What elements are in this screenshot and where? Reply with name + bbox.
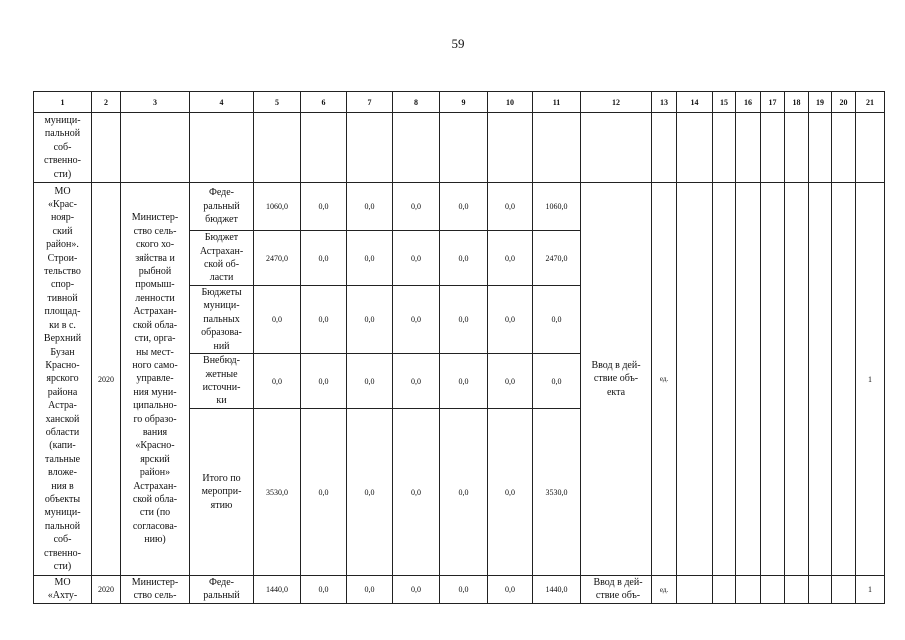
object-name-cell: МО «Крас- нояр- ский район». Строи- тельство спор- тивной площад- ки в с. Верхний Бузан Красно- ярского района Астра- ханской области (капи- тальные вложе- ния в объекты муници- пальной соб- ственно- сти) [34,183,92,576]
value-cell: 2470,0 [254,231,301,286]
budget-table [33,91,885,604]
empty-cell [533,113,581,183]
empty-cell [856,113,885,183]
value-cell: 0,0 [440,409,488,576]
empty-cell [761,576,785,604]
executor-cell: Министер- ство сель- [121,576,190,604]
value-cell: 1060,0 [533,183,581,231]
column-header: 10 [488,92,533,113]
empty-cell [809,183,832,576]
column-header: 16 [736,92,761,113]
value-cell: 0,0 [440,183,488,231]
value-cell: 0,0 [488,231,533,286]
funding-source-cell: Феде- ральный бюджет [190,183,254,231]
funding-source-cell: Бюджеты муници- пальных образова- ний [190,286,254,354]
column-header: 13 [652,92,677,113]
value-cell: 0,0 [440,576,488,604]
empty-cell [652,113,677,183]
value-cell: 0,0 [301,409,347,576]
column-header: 8 [393,92,440,113]
target-value-cell: 1 [856,183,885,576]
value-cell: 0,0 [347,231,393,286]
year-cell: 2020 [92,576,121,604]
empty-cell [736,183,761,576]
value-cell: 0,0 [347,286,393,354]
indicator-cell: Ввод в дей- ствие объ- [581,576,652,604]
column-header: 6 [301,92,347,113]
value-cell: 0,0 [393,286,440,354]
target-value-cell: 1 [856,576,885,604]
value-cell: 0,0 [440,286,488,354]
column-header: 1 [34,92,92,113]
empty-cell [761,183,785,576]
value-cell: 0,0 [347,183,393,231]
value-cell: 0,0 [301,231,347,286]
value-cell: 0,0 [533,354,581,409]
value-cell: 0,0 [488,409,533,576]
empty-cell [832,183,856,576]
funding-source-cell: Феде- ральный [190,576,254,604]
empty-cell [736,576,761,604]
unit-cell: ед. [652,183,677,576]
value-cell: 0,0 [533,286,581,354]
value-cell: 3530,0 [254,409,301,576]
table-row-continued [34,113,885,183]
column-header: 17 [761,92,785,113]
value-cell: 0,0 [440,354,488,409]
value-cell: 0,0 [347,354,393,409]
empty-cell [809,113,832,183]
empty-cell [440,113,488,183]
empty-cell [677,183,713,576]
value-cell: 0,0 [488,354,533,409]
value-cell: 0,0 [393,409,440,576]
indicator-cell: Ввод в дей- ствие объ- екта [581,183,652,576]
empty-cell [677,113,713,183]
value-cell: 1440,0 [254,576,301,604]
object-name-cell: муници- пальной соб- ственно- сти) [34,113,92,183]
header-row [34,92,885,113]
value-cell: 0,0 [488,286,533,354]
value-cell: 0,0 [254,286,301,354]
value-cell: 0,0 [393,183,440,231]
empty-cell [677,576,713,604]
empty-cell [393,113,440,183]
table-row [34,183,885,231]
empty-cell [713,183,736,576]
value-cell: 2470,0 [533,231,581,286]
column-header: 15 [713,92,736,113]
funding-source-cell: Внебюд- жетные источни- ки [190,354,254,409]
value-cell: 0,0 [301,183,347,231]
page-number: 59 [451,36,465,51]
column-header: 5 [254,92,301,113]
value-cell: 0,0 [301,576,347,604]
empty-cell [785,113,809,183]
executor-cell: Министер- ство сель- ского хо- зяйства и рыбной промыш- ленности Астрахан- ской обла- сти, орга- ны мест- ного само- управле- ния муни- ципально- го образо- вания «Красно- ярский район» Астрахан- ской обла- сти (по согласова- нию) [121,183,190,576]
column-header: 20 [832,92,856,113]
value-cell: 0,0 [488,183,533,231]
column-header: 18 [785,92,809,113]
column-header: 9 [440,92,488,113]
empty-cell [785,183,809,576]
empty-cell [254,113,301,183]
value-cell: 0,0 [393,576,440,604]
year-cell: 2020 [92,183,121,576]
unit-cell: ед. [652,576,677,604]
value-cell: 3530,0 [533,409,581,576]
value-cell: 0,0 [301,354,347,409]
empty-cell [488,113,533,183]
empty-cell [713,576,736,604]
empty-cell [347,113,393,183]
value-cell: 0,0 [301,286,347,354]
value-cell: 0,0 [440,231,488,286]
funding-source-cell: Итого по меропри- ятию [190,409,254,576]
column-header: 2 [92,92,121,113]
empty-cell [92,113,121,183]
empty-cell [581,113,652,183]
value-cell: 0,0 [347,576,393,604]
table-row [34,576,885,604]
empty-cell [832,113,856,183]
column-header: 12 [581,92,652,113]
empty-cell [785,576,809,604]
empty-cell [713,113,736,183]
column-header: 21 [856,92,885,113]
column-header: 19 [809,92,832,113]
empty-cell [809,576,832,604]
object-name-cell: МО «Ахту- [34,576,92,604]
funding-source-cell: Бюджет Астрахан- ской об- ласти [190,231,254,286]
column-header: 7 [347,92,393,113]
empty-cell [301,113,347,183]
value-cell: 1060,0 [254,183,301,231]
empty-cell [190,113,254,183]
value-cell: 0,0 [488,576,533,604]
empty-cell [761,113,785,183]
value-cell: 0,0 [254,354,301,409]
value-cell: 0,0 [347,409,393,576]
column-header: 4 [190,92,254,113]
value-cell: 0,0 [393,231,440,286]
value-cell: 1440,0 [533,576,581,604]
empty-cell [121,113,190,183]
value-cell: 0,0 [393,354,440,409]
empty-cell [736,113,761,183]
empty-cell [832,576,856,604]
column-header: 14 [677,92,713,113]
column-header: 3 [121,92,190,113]
column-header: 11 [533,92,581,113]
